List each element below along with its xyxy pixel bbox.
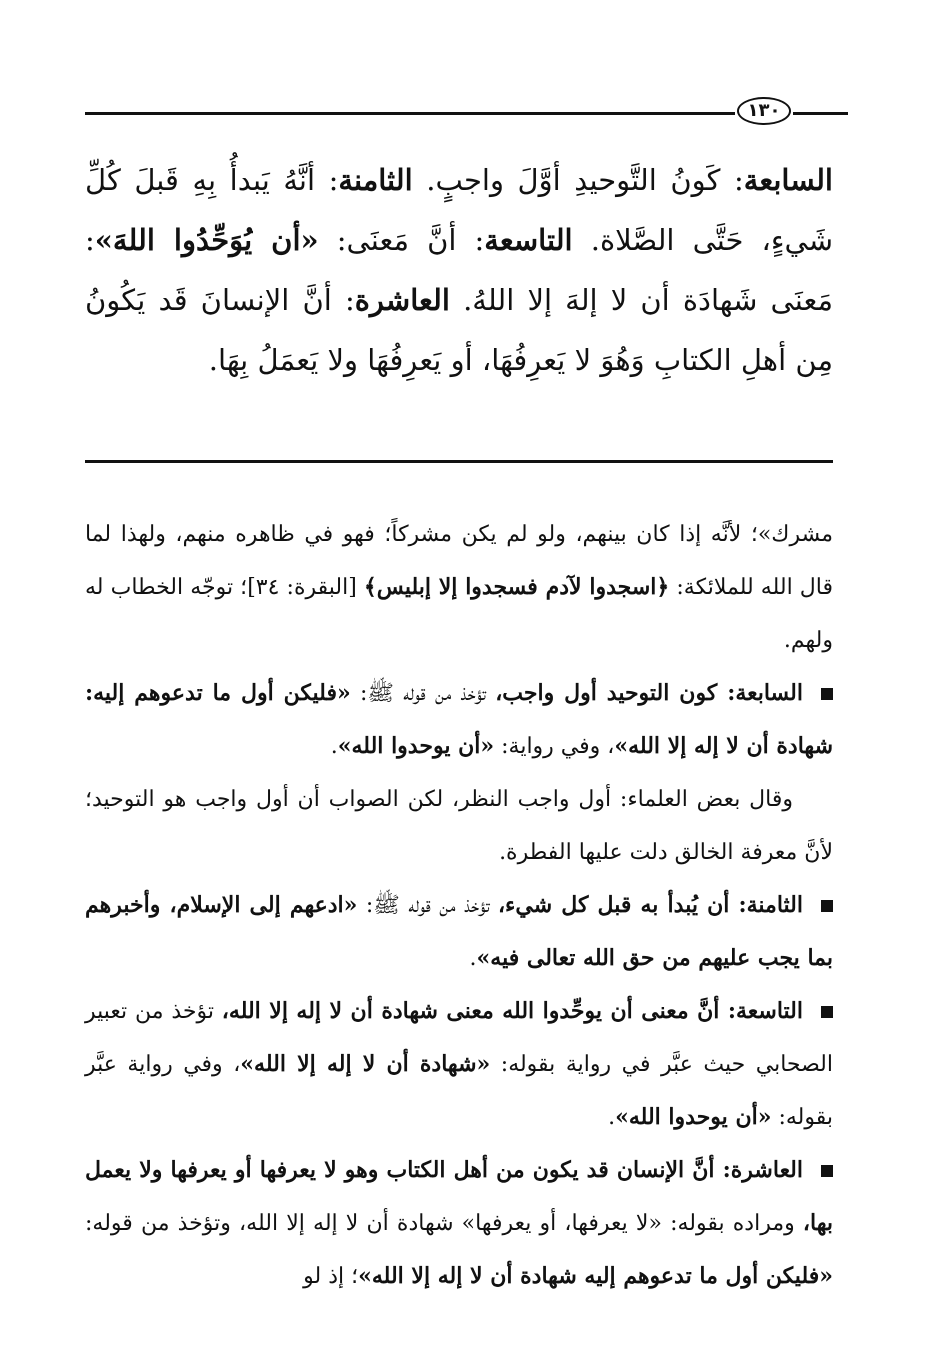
issue-9-quote: «أن يُوَحِّدُوا اللهَ» [94, 223, 319, 257]
commentary-paragraph-2: وقال بعض العلماء: أول واجب النظر، لكن الصواب أن أول واجب هو التوحيد؛ لأنَّ معرفة الخالق دلت عليها الفطرة. [85, 787, 833, 865]
issue-10-text: : أنَّ الإنسانَ قَد يَكُونُ مِن أهلِ الكتابِ وَهُوَ لا يَعرِفُهَا، أو يَعرِفُهَا ولا يَعمَلُ بِهَا. [85, 283, 833, 377]
item-8-text: تؤخذ من قوله ﷺ: [357, 893, 498, 918]
item-10-quote: «فليكن أول ما تدعوهم إليه شهادة أن لا إله إلا الله» [358, 1263, 833, 1289]
square-bullet-icon [821, 900, 833, 912]
issue-8-label: الثامنة [338, 163, 413, 197]
issue-9-label: التاسعة [484, 223, 573, 257]
item-10-heading: العاشرة: أنَّ الإنسان قد يكون من أهل الكتاب وهو لا يعرفها أو يعرفها ولا يعمل بها، [85, 1157, 833, 1236]
quran-reference: [البقرة: ٣٤] [247, 575, 364, 600]
item-7-end: . [330, 734, 338, 759]
header-rule-right [793, 112, 848, 115]
main-text [85, 150, 833, 390]
item-10-end: ؛ إذ لو [303, 1264, 359, 1289]
square-bullet-icon [821, 1006, 833, 1018]
section-divider [85, 460, 833, 463]
issue-10-label: العاشرة [354, 283, 450, 317]
commentary-paragraph-1 [85, 508, 833, 667]
item-7-quote-2: «أن يوحدوا الله» [337, 733, 495, 759]
page-number: ١٣٠ [737, 97, 791, 125]
item-10-text: ومراده بقوله: «لا يعرفها، أو يعرفها» شهادة أن لا إله إلا الله، وتؤخذ من قوله: [85, 1211, 803, 1236]
commentary-item-8 [85, 879, 833, 985]
item-7-text: تؤخذ من قوله ﷺ: [350, 681, 496, 706]
p1-text-a: مشرك»؛ لأنَّه إذا كان بينهم، ولو لم يكن مشركاً؛ فهو في ظاهره منهم، ولهذا لما قال الله للملائكة: [85, 522, 834, 600]
commentary [85, 508, 833, 1303]
commentary-item-10 [85, 1144, 833, 1303]
item-7-text-2: ، وفي رواية: [494, 734, 615, 759]
item-9-heading: التاسعة: أنَّ معنى أن يوحِّدوا الله معنى شهادة أن لا إله إلا الله، [221, 998, 803, 1024]
issue-7-text: : كَونُ التَّوحيدِ أوَّلَ واجبٍ. [426, 163, 744, 197]
commentary-item-7 [85, 667, 833, 773]
item-9-end: . [608, 1105, 616, 1130]
item-7-quote-1: «فليكن أول ما تدعوهم إليه: شهادة أن لا إله إلا الله» [85, 680, 833, 759]
issue-9-text-a: : أنَّ مَعنَى: [318, 223, 485, 257]
commentary-item-9 [85, 985, 833, 1144]
issue-8-text: : أنَّهُ يَبدأُ بِهِ قَبلَ كُلِّ شَيءٍ، حَتَّى الصَّلاة. [85, 163, 834, 257]
item-9-quote-2: «أن يوحدوا الله» [615, 1104, 772, 1130]
square-bullet-icon [821, 688, 833, 700]
header-rule-left [85, 112, 735, 115]
issue-9-text-b: : مَعنَى شَهادَة أن لا إلهَ إلا اللهُ. [85, 223, 834, 317]
quran-quote: ﴿اسجدوا لآدم فسجدوا إلا إبليس﴾ [363, 574, 670, 600]
p1-text-b: ؛ توجّه الخطاب له ولهم. [85, 575, 833, 653]
item-8-heading: الثامنة: أن يُبدأ به قبل كل شيء، [497, 892, 803, 918]
item-8-quote: «ادعهم إلى الإسلام، وأخبرهم بما يجب عليهم من حق الله تعالى فيه» [85, 892, 833, 971]
item-9-text-2: ، وفي رواية عبَّر بقوله: [85, 1052, 833, 1130]
item-9-text: تؤخذ من تعبير الصحابي حيث عبَّر في رواية بقوله: [85, 999, 833, 1077]
item-9-quote-1: «شهادة أن لا إله إلا الله» [240, 1051, 491, 1077]
item-7-heading: السابعة: كون التوحيد أول واجب، [495, 680, 803, 706]
square-bullet-icon [821, 1165, 833, 1177]
item-8-end: . [469, 946, 477, 971]
issue-7-label: السابعة [743, 163, 833, 197]
